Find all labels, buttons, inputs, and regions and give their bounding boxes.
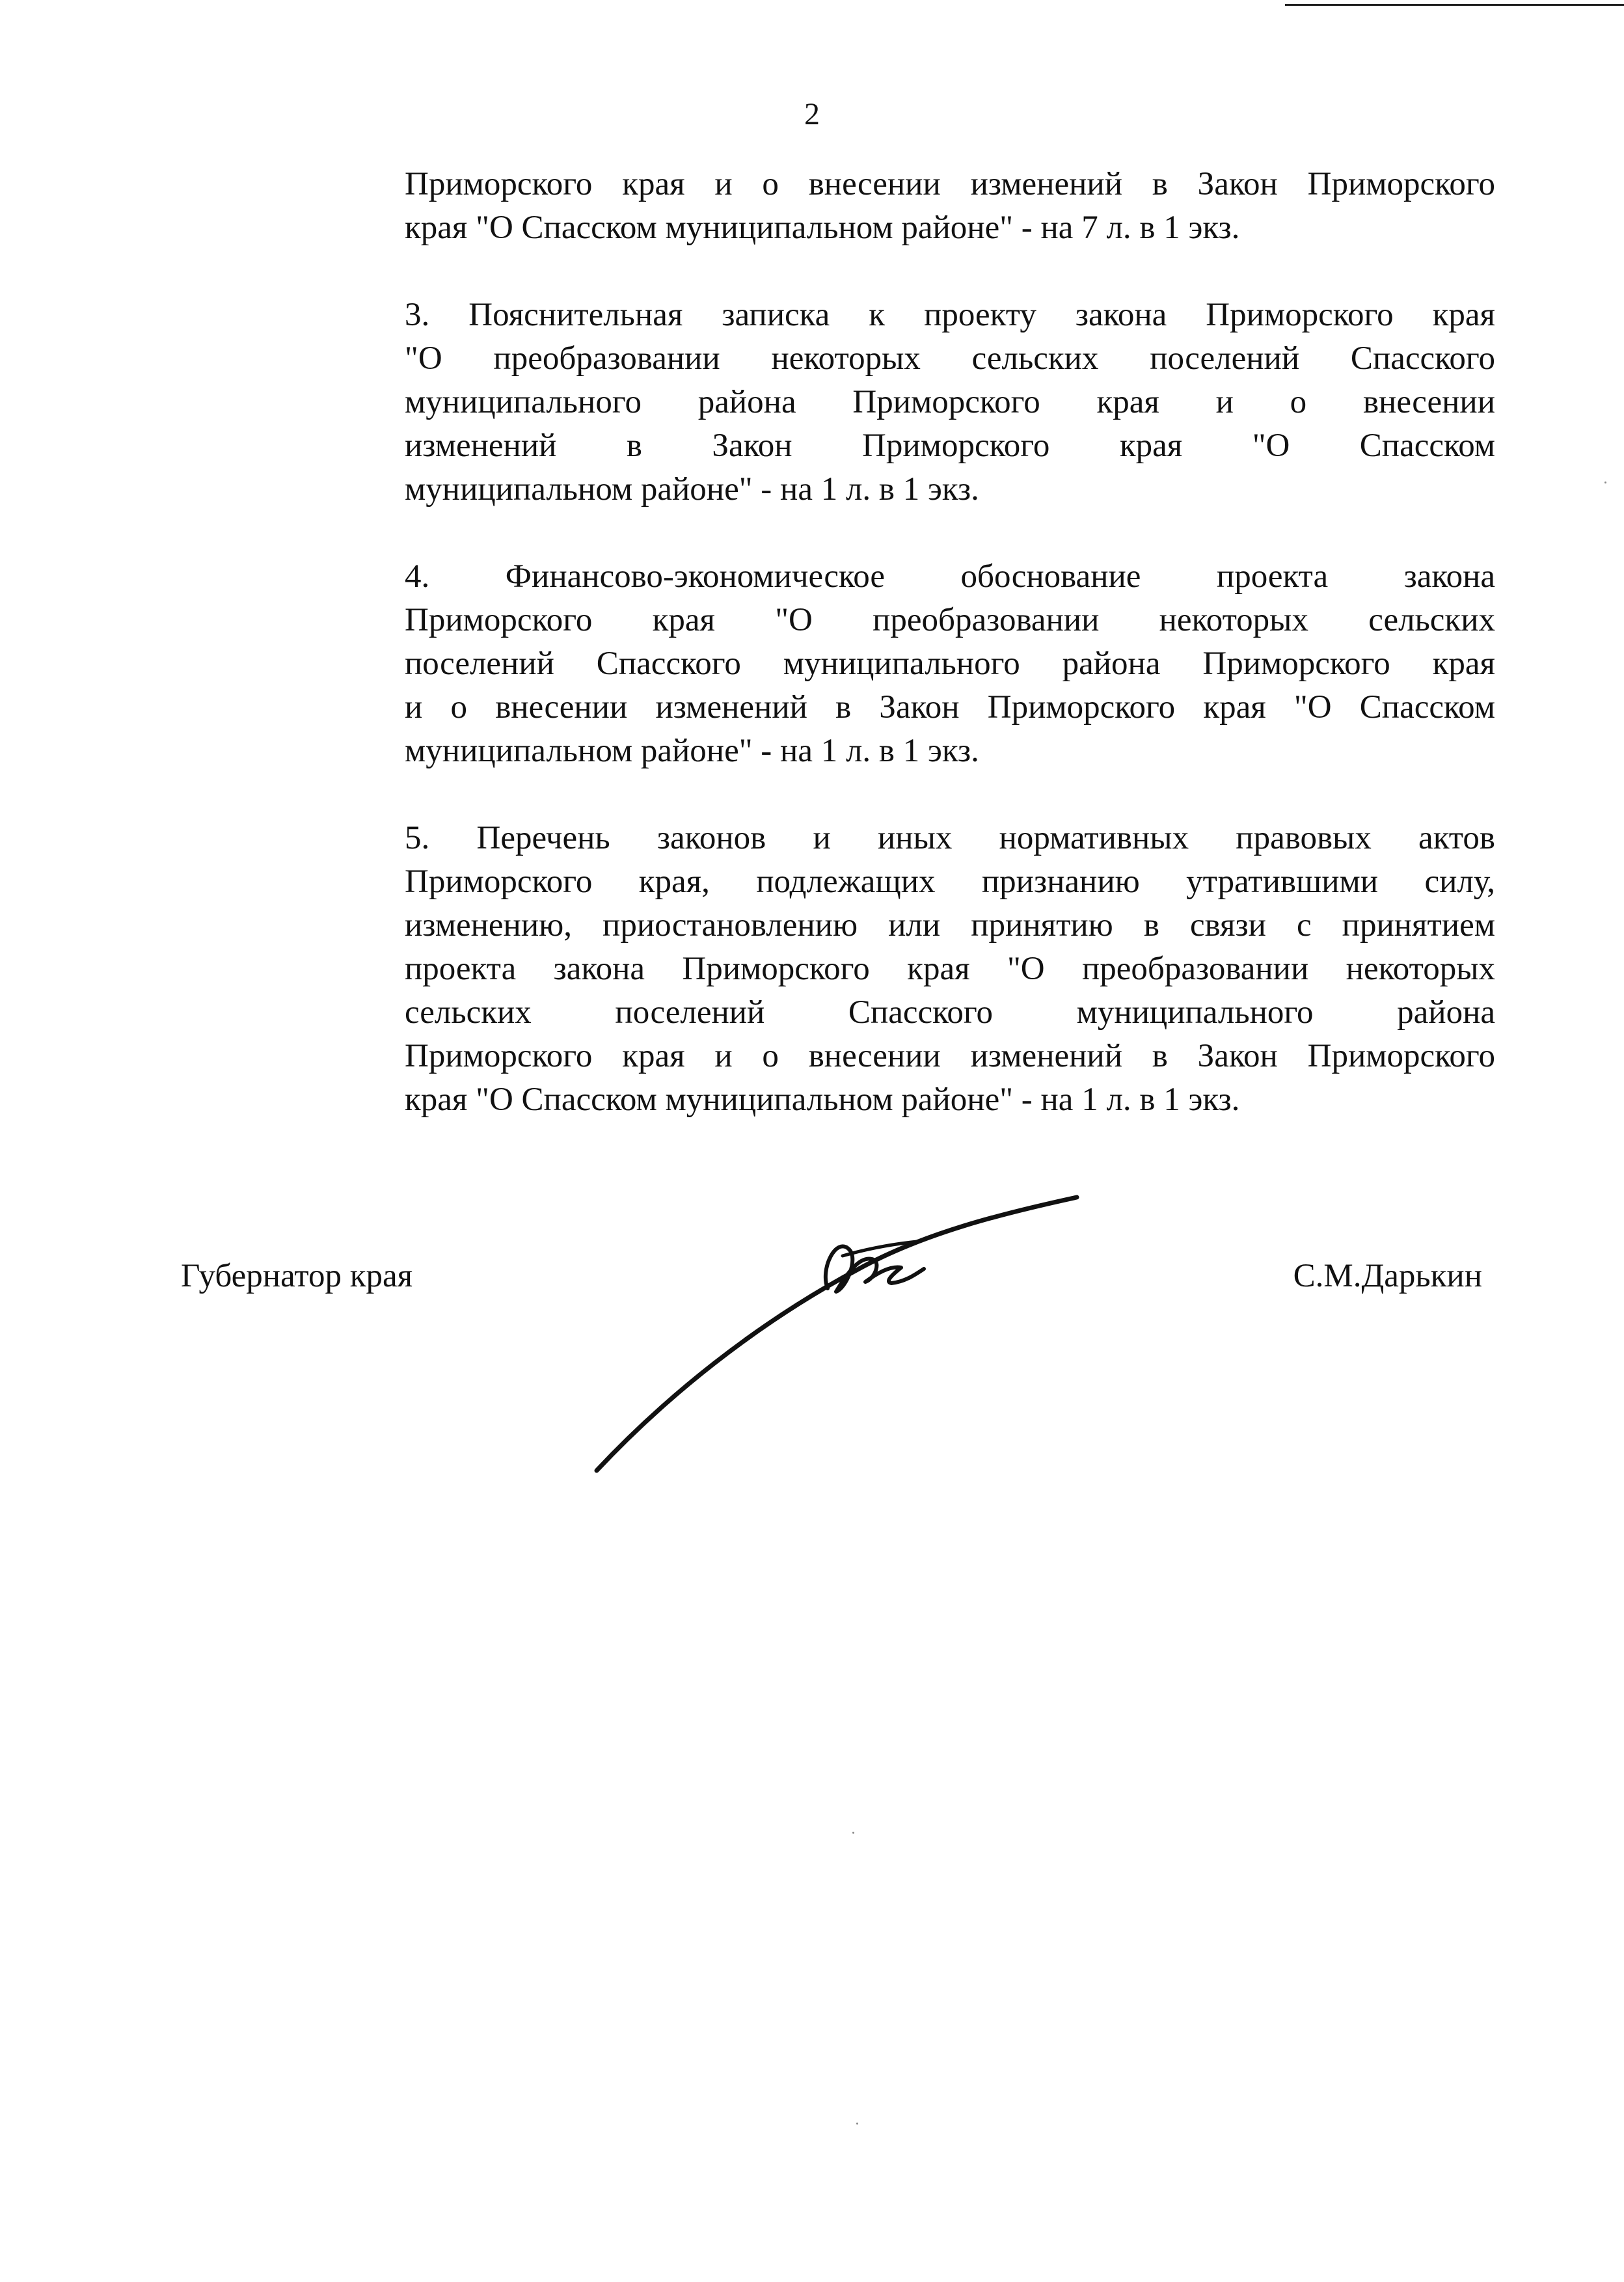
paragraph-item-3 <box>405 293 1495 511</box>
text-line: края "О Спасском муниципальном районе" - на 7 л. в 1 экз. <box>405 210 1240 246</box>
text-line: муниципальном районе" - на 1 л. в 1 экз. <box>405 733 979 769</box>
handwritten-signature <box>586 1184 1093 1484</box>
text-line: края "О Спасском муниципальном районе" - на 1 л. в 1 экз. <box>405 1081 1240 1118</box>
text-line: Приморского края "О преобразовании некоторых сельских <box>405 602 1495 638</box>
paragraph-item-4 <box>405 555 1495 773</box>
paragraph-item-5 <box>405 817 1495 1122</box>
scan-speck <box>1604 482 1606 483</box>
text-line: Приморского края и о внесении изменений в Закон Приморского <box>405 1038 1495 1074</box>
text-line: поселений Спасского муниципального района Приморского края <box>405 645 1495 682</box>
text-line: Приморского края и о внесении изменений в Закон Приморского <box>405 166 1495 202</box>
page-number: 2 <box>804 97 820 131</box>
text-line: муниципальном районе" - на 1 л. в 1 экз. <box>405 471 979 508</box>
text-line: и о внесении изменений в Закон Приморского края "О Спасском <box>405 689 1495 726</box>
scan-speck <box>856 2123 858 2125</box>
document-body <box>405 163 1495 1165</box>
text-line: сельских поселений Спасского муниципального района <box>405 994 1495 1031</box>
text-line: проекта закона Приморского края "О преобразовании некоторых <box>405 951 1495 987</box>
text-line: Приморского края, подлежащих признанию утратившими силу, <box>405 863 1495 900</box>
text-line: изменению, приостановлению или принятию в связи с принятием <box>405 907 1495 944</box>
signatory-name: С.М.Дарькин <box>1293 1258 1482 1294</box>
paragraph-continuation <box>405 163 1495 250</box>
text-line: 5. Перечень законов и иных нормативных правовых актов <box>405 820 1495 856</box>
text-line: 3. Пояснительная записка к проекту закона Приморского края <box>405 297 1495 333</box>
text-line: изменений в Закон Приморского края "О Спасском <box>405 428 1495 464</box>
text-line: муниципального района Приморского края и о внесении <box>405 384 1495 420</box>
signatory-position: Губернатор края <box>181 1258 413 1294</box>
scan-speck <box>852 1832 854 1834</box>
scan-edge-line <box>1285 4 1624 6</box>
text-line: "О преобразовании некоторых сельских поселений Спасского <box>405 340 1495 377</box>
text-line: 4. Финансово-экономическое обоснование проекта закона <box>405 558 1495 595</box>
